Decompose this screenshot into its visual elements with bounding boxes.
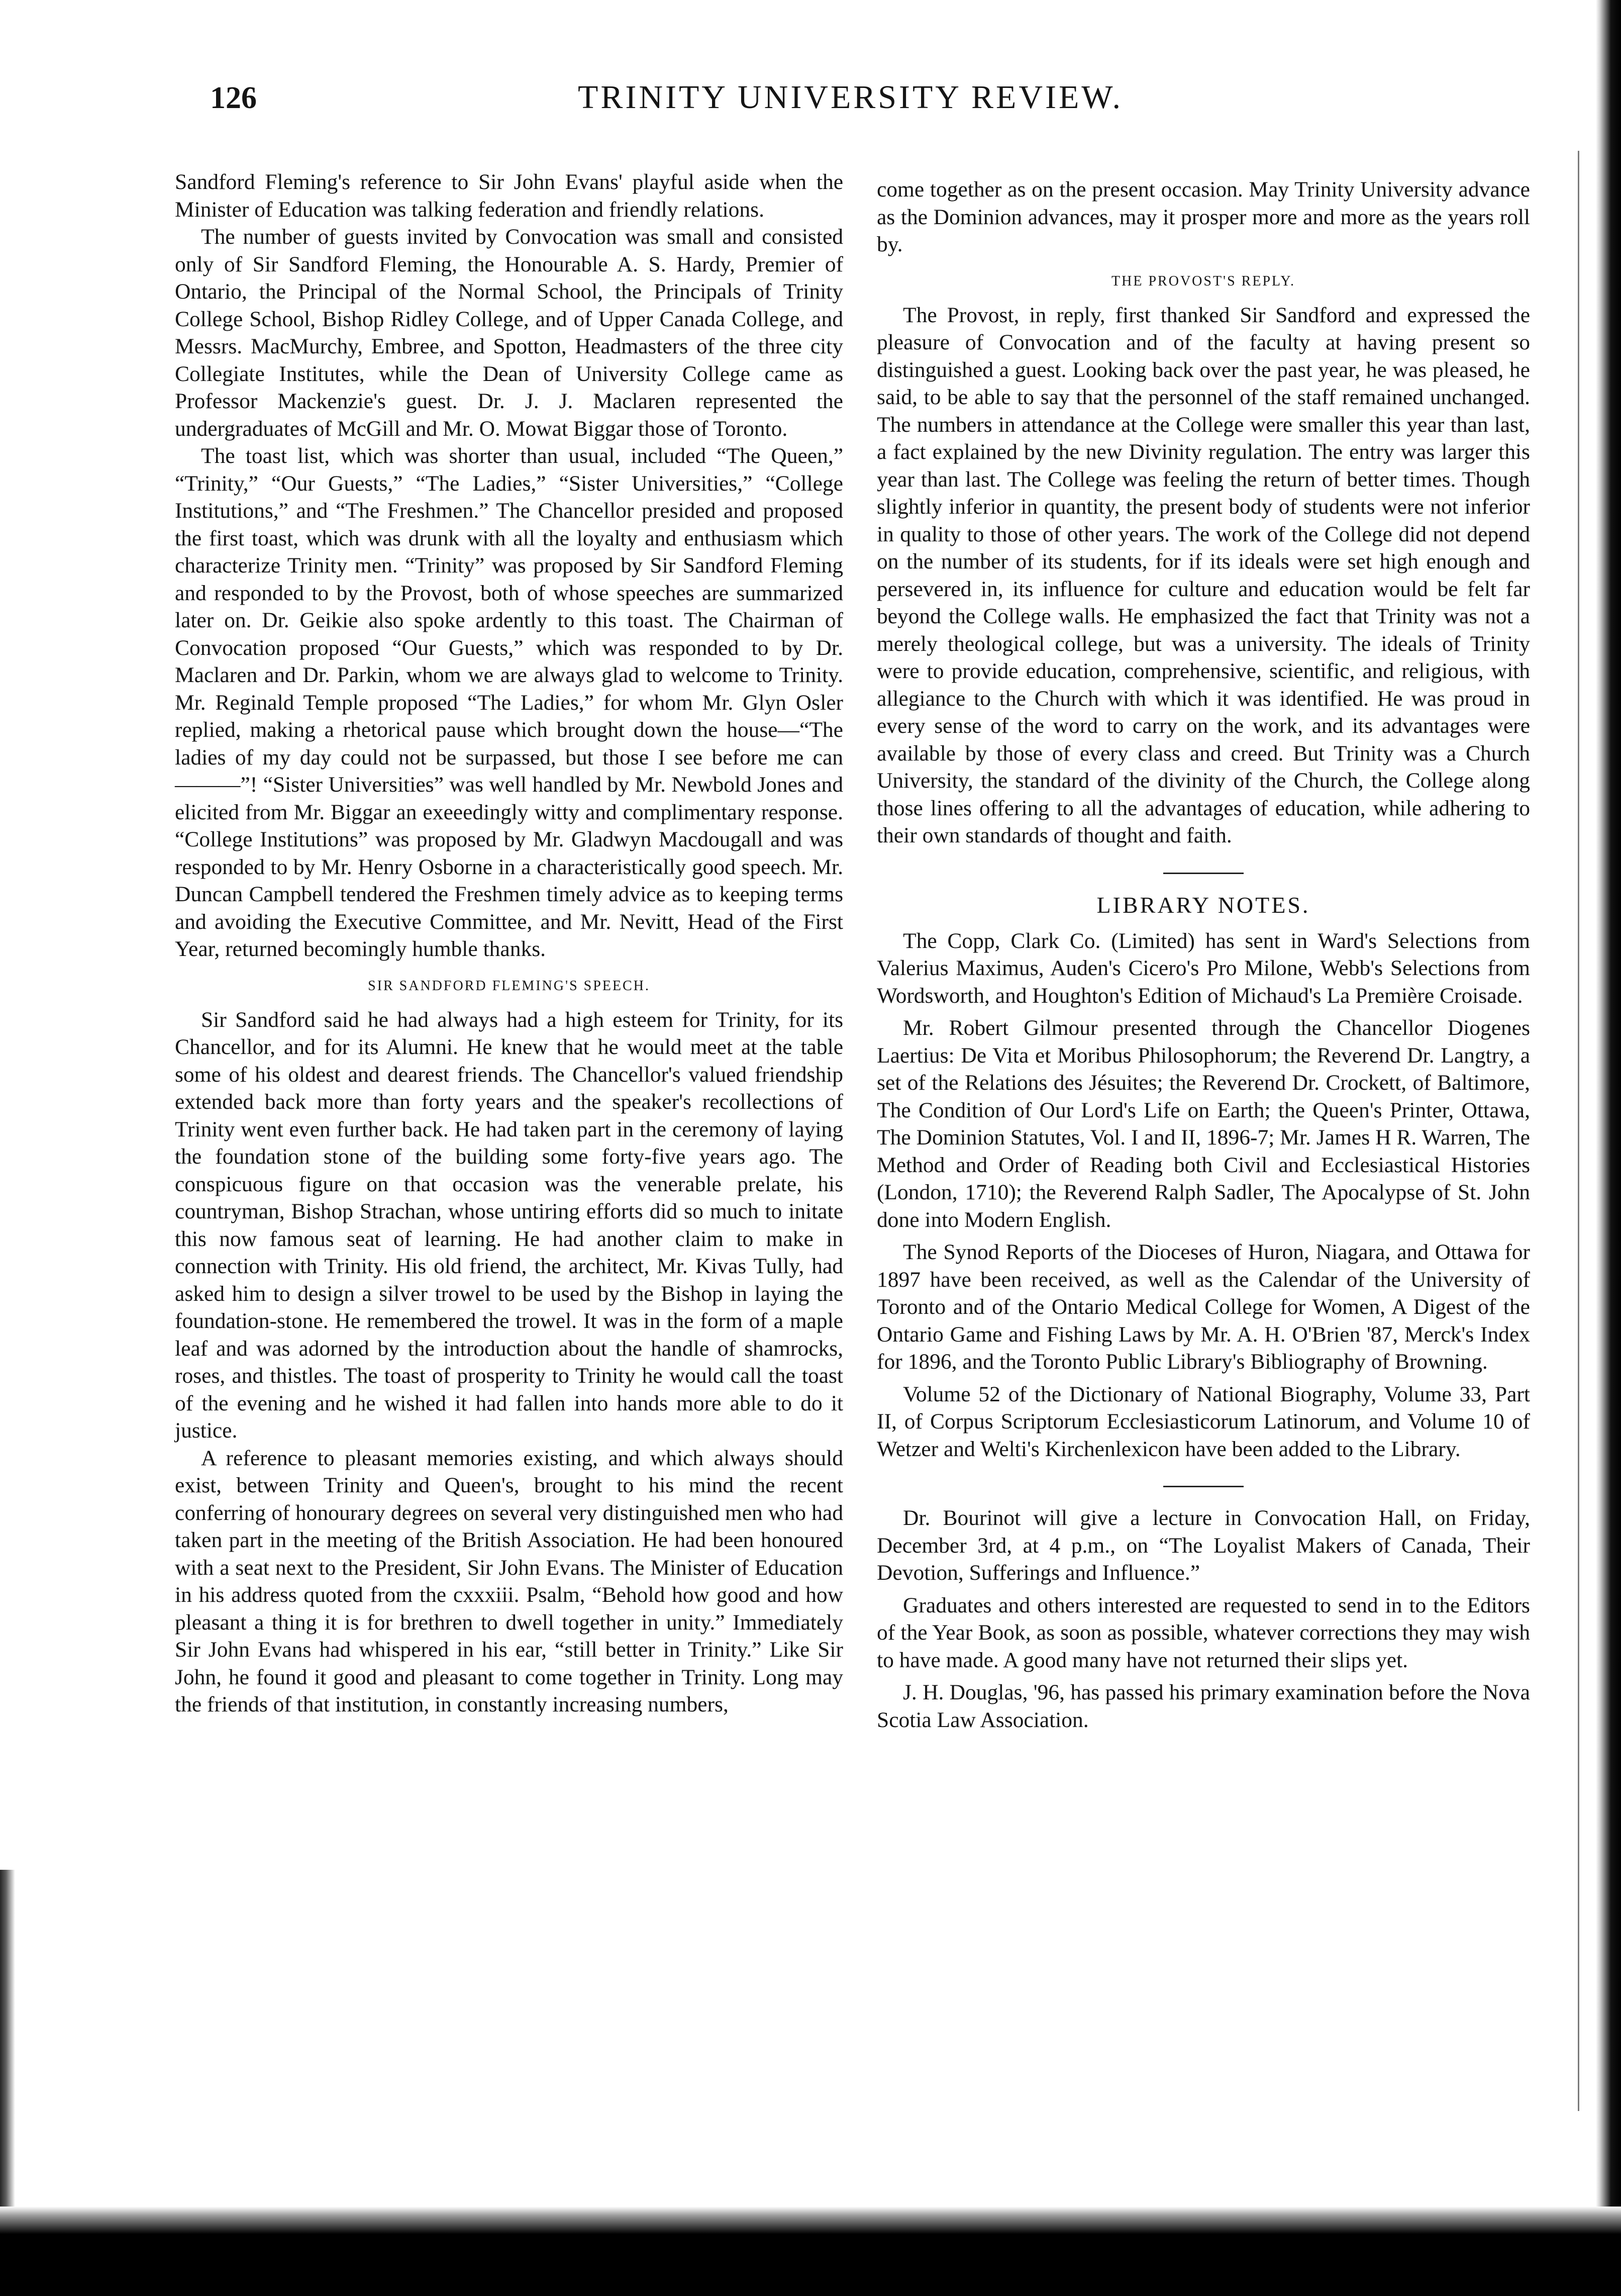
right-continuation: come together as on the present occasion. May Trinity University advance as the Dominion advances, may it prosper more and more as the years roll by. [877, 177, 1530, 256]
library-paragraph: The Copp, Clark Co. (Limited) has sent in Ward's Selections from Valerius Maximus, Auden's Cicero's Pro Milone, Webb's Selections from Wordsworth, and Houghton's Edition of Michaud's La Première Croisade. [877, 928, 1530, 1008]
page-number: 126 [210, 81, 257, 115]
notice-paragraph: Dr. Bourinot will give a lecture in Convocation Hall, on Friday, December 3rd, at 4 p.m., on “The Loyalist Makers of Canada, Their Devotion, Sufferings and Influence.” [877, 1506, 1530, 1585]
scan-bottom-edge [0, 2207, 1621, 2296]
library-paragraph: Mr. Robert Gilmour presented through the Chancellor Diogenes Laertius: De Vita et Moribus Philosophorum; the Reverend Dr. Langtry, a set of the Relations des Jésuites; the Reverend Dr. Crockett, of Baltimore, The Condition of Our Lord's Life on Earth; the Queen's Printer, Ottawa, The Dominion Statutes, Vol. I and II, 1896-7; Mr. James H R. Warren, The Method and Order of Reading both Civil and Ecclesiastical Histories (London, 1710); the Reverend Ralph Sadler, The Apocalypse of St. John done into Modern English. [877, 1016, 1530, 1232]
library-paragraph: Volume 52 of the Dictionary of National Biography, Volume 33, Part II, of Corpus Scriptorum Ecclesiasticorum Latinorum, and Volume 10 of Wetzer and Welti's Kirchenlexicon have been added to the Library. [877, 1382, 1530, 1461]
library-notes-heading: LIBRARY NOTES. [1096, 892, 1310, 918]
right-column [877, 176, 1530, 1734]
journal-title: TRINITY UNIVERSITY REVIEW. [578, 79, 1124, 116]
speech-paragraph: Sir Sandford said he had always had a high esteem for Trinity, for its Chancellor, and for its Alumni. He knew that he would meet at the table some of his oldest and dearest friends. The Chancellor's valued friendship extended back more than forty years and the speaker's recollections of Trinity went even further back. He had taken part in the ceremony of laying the foundation stone of the building some forty-five years ago. The conspicuous figure on that occasion was the venerable prelate, his countryman, Bishop Strachan, whose untiring efforts did so much to initate this now famous seat of learning. He had another claim to make in connection with Trinity. His old friend, the architect, Mr. Kivas Tully, had asked him to design a silver trowel to be used by the Bishop in laying the foundation-stone. He remembered the trowel. It was in the form of a maple leaf and was adorned by the introduction about the handle of shamrocks, roses, and thistles. The toast of prosperity to Trinity he would call the toast of the evening and he wished it had fallen into hands more able to do it justice. [175, 1007, 843, 1443]
scan-right-edge [1596, 0, 1621, 2296]
left-paragraph: The number of guests invited by Convocation was small and consisted only of Sir Sandford Fleming, the Honourable A. S. Hardy, Premier of Ontario, the Principal of the Normal School, the Principals of Trinity College School, Bishop Ridley College, and of Upper Canada College, and Messrs. MacMurchy, Embree, and Spotton, Headmasters of the three city Collegiate Institutes, while the Dean of University College came as Professor Mackenzie's guest. Dr. J. J. Maclaren represented the undergraduates of McGill and Mr. O. Mowat Biggar those of Toronto. [175, 225, 843, 441]
notice-paragraph: Graduates and others interested are requested to send in to the Editors of the Year Book, as soon as possible, whatever corrections they may wish to have made. A good many have not returned their slips yet. [877, 1593, 1530, 1672]
left-paragraph: The toast list, which was shorter than usual, included “The Queen,” “Trinity,” “Our Guests,” “The Ladies,” “Sister Universities,” “College Institutions,” and “The Freshmen.” The Chancellor presided and proposed the first toast, which was drunk with all the loyalty and enthusiasm which characterize Trinity men. “Trinity” was proposed by Sir Sandford Fleming and responded to by the Provost, both of whose speeches are summarized later on. Dr. Geikie also spoke ardently to this toast. The Chairman of Convocation proposed “Our Guests,” which was responded to by Dr. Maclaren and Dr. Parkin, whom we are always glad to welcome to Trinity. Mr. Reginald Temple proposed “The Ladies,” for whom Mr. Glyn Osler replied, making a rhetorical pause which brought down the house—“The ladies of my day could not be surpassed, but those I see before me can ———”! “Sister Universities” was well handled by Mr. Newbold Jones and elicited from Mr. Biggar an exeeedingly witty and complimentary response. “College Institutions” was proposed by Mr. Gladwyn Macdougall and was responded to by Mr. Henry Osborne in a characteristically good speech. Mr. Duncan Campbell tendered the Freshmen timely advice as to keeping terms and avoiding the Executive Committee, and Mr. Nevitt, Head of the First Year, returned becomingly humble thanks. [175, 444, 843, 961]
reply-paragraph: The Provost, in reply, first thanked Sir Sandford and expressed the pleasure of Convocation and of the faculty at having present so distinguished a guest. Looking back over the past year, he was pleased, he said, to be able to say that the personnel of the staff remained unchanged. The numbers in attendance at the College were smaller this year than last, a fact explained by the new Divinity regulation. The entry was larger this year than last. The College was feeling the return of better times. Though slightly inferior in quantity, the present body of students were not inferior in quality to those of other years. The work of the College did not depend on the number of its students, for if its ideals were set high enough and persevered in, its influence for culture and education would be felt far beyond the College walls. He emphasized the fact that Trinity was not a merely theological college, but was a university. The ideals of Trinity were to provide education, comprehensive, scientific, and religious, with allegiance to the Church with which it was identified. He was proud in every sense of the word to carry on the work, and its advantages were available by those of every class and creed. But Trinity was a Church University, the standard of the divinity of the Church, the College along those lines offering to all the advantages of education, while adhering to their own standards of thought and faith. [877, 303, 1530, 847]
left-column [175, 168, 843, 1718]
speech-heading: SIR SANDFORD FLEMING'S SPEECH. [368, 978, 650, 994]
section-divider [1163, 873, 1244, 874]
speech-paragraph: A reference to pleasant memories existing, and which always should exist, between Trinity and Queen's, brought to his mind the recent conferring of honourary degrees on several very distinguished men who had taken part in the meeting of the British Association. He had been honoured with a seat next to the President, Sir John Evans. The Minister of Education in his address quoted from the cxxxiii. Psalm, “Behold how good and how pleasant a thing it is for brethren to dwell together in unity.” Immediately Sir John Evans had whispered in his ear, “still better in Trinity.” Like Sir John, he found it good and pleasant to come together in Trinity. Long may the friends of that institution, in constantly increasing numbers, [175, 1446, 843, 1716]
left-paragraph: Sandford Fleming's reference to Sir John Evans' playful aside when the Minister of Education was talking federation and friendly relations. [175, 170, 843, 222]
notice-paragraph: J. H. Douglas, '96, has passed his primary examination before the Nova Scotia Law Association. [877, 1680, 1530, 1732]
section-divider [1163, 1486, 1244, 1487]
reply-heading: THE PROVOST'S REPLY. [1111, 273, 1295, 289]
library-paragraph: The Synod Reports of the Dioceses of Huron, Niagara, and Ottawa for 1897 have been received, as well as the Calendar of the University of Toronto and of the Ontario Medical College for Women, A Digest of the Ontario Game and Fishing Laws by Mr. A. H. O'Brien '87, Merck's Index for 1896, and the Toronto Public Library's Bibliography of Browning. [877, 1240, 1530, 1374]
page-edge-line [1578, 151, 1579, 2111]
scan-left-edge [0, 1870, 15, 2222]
